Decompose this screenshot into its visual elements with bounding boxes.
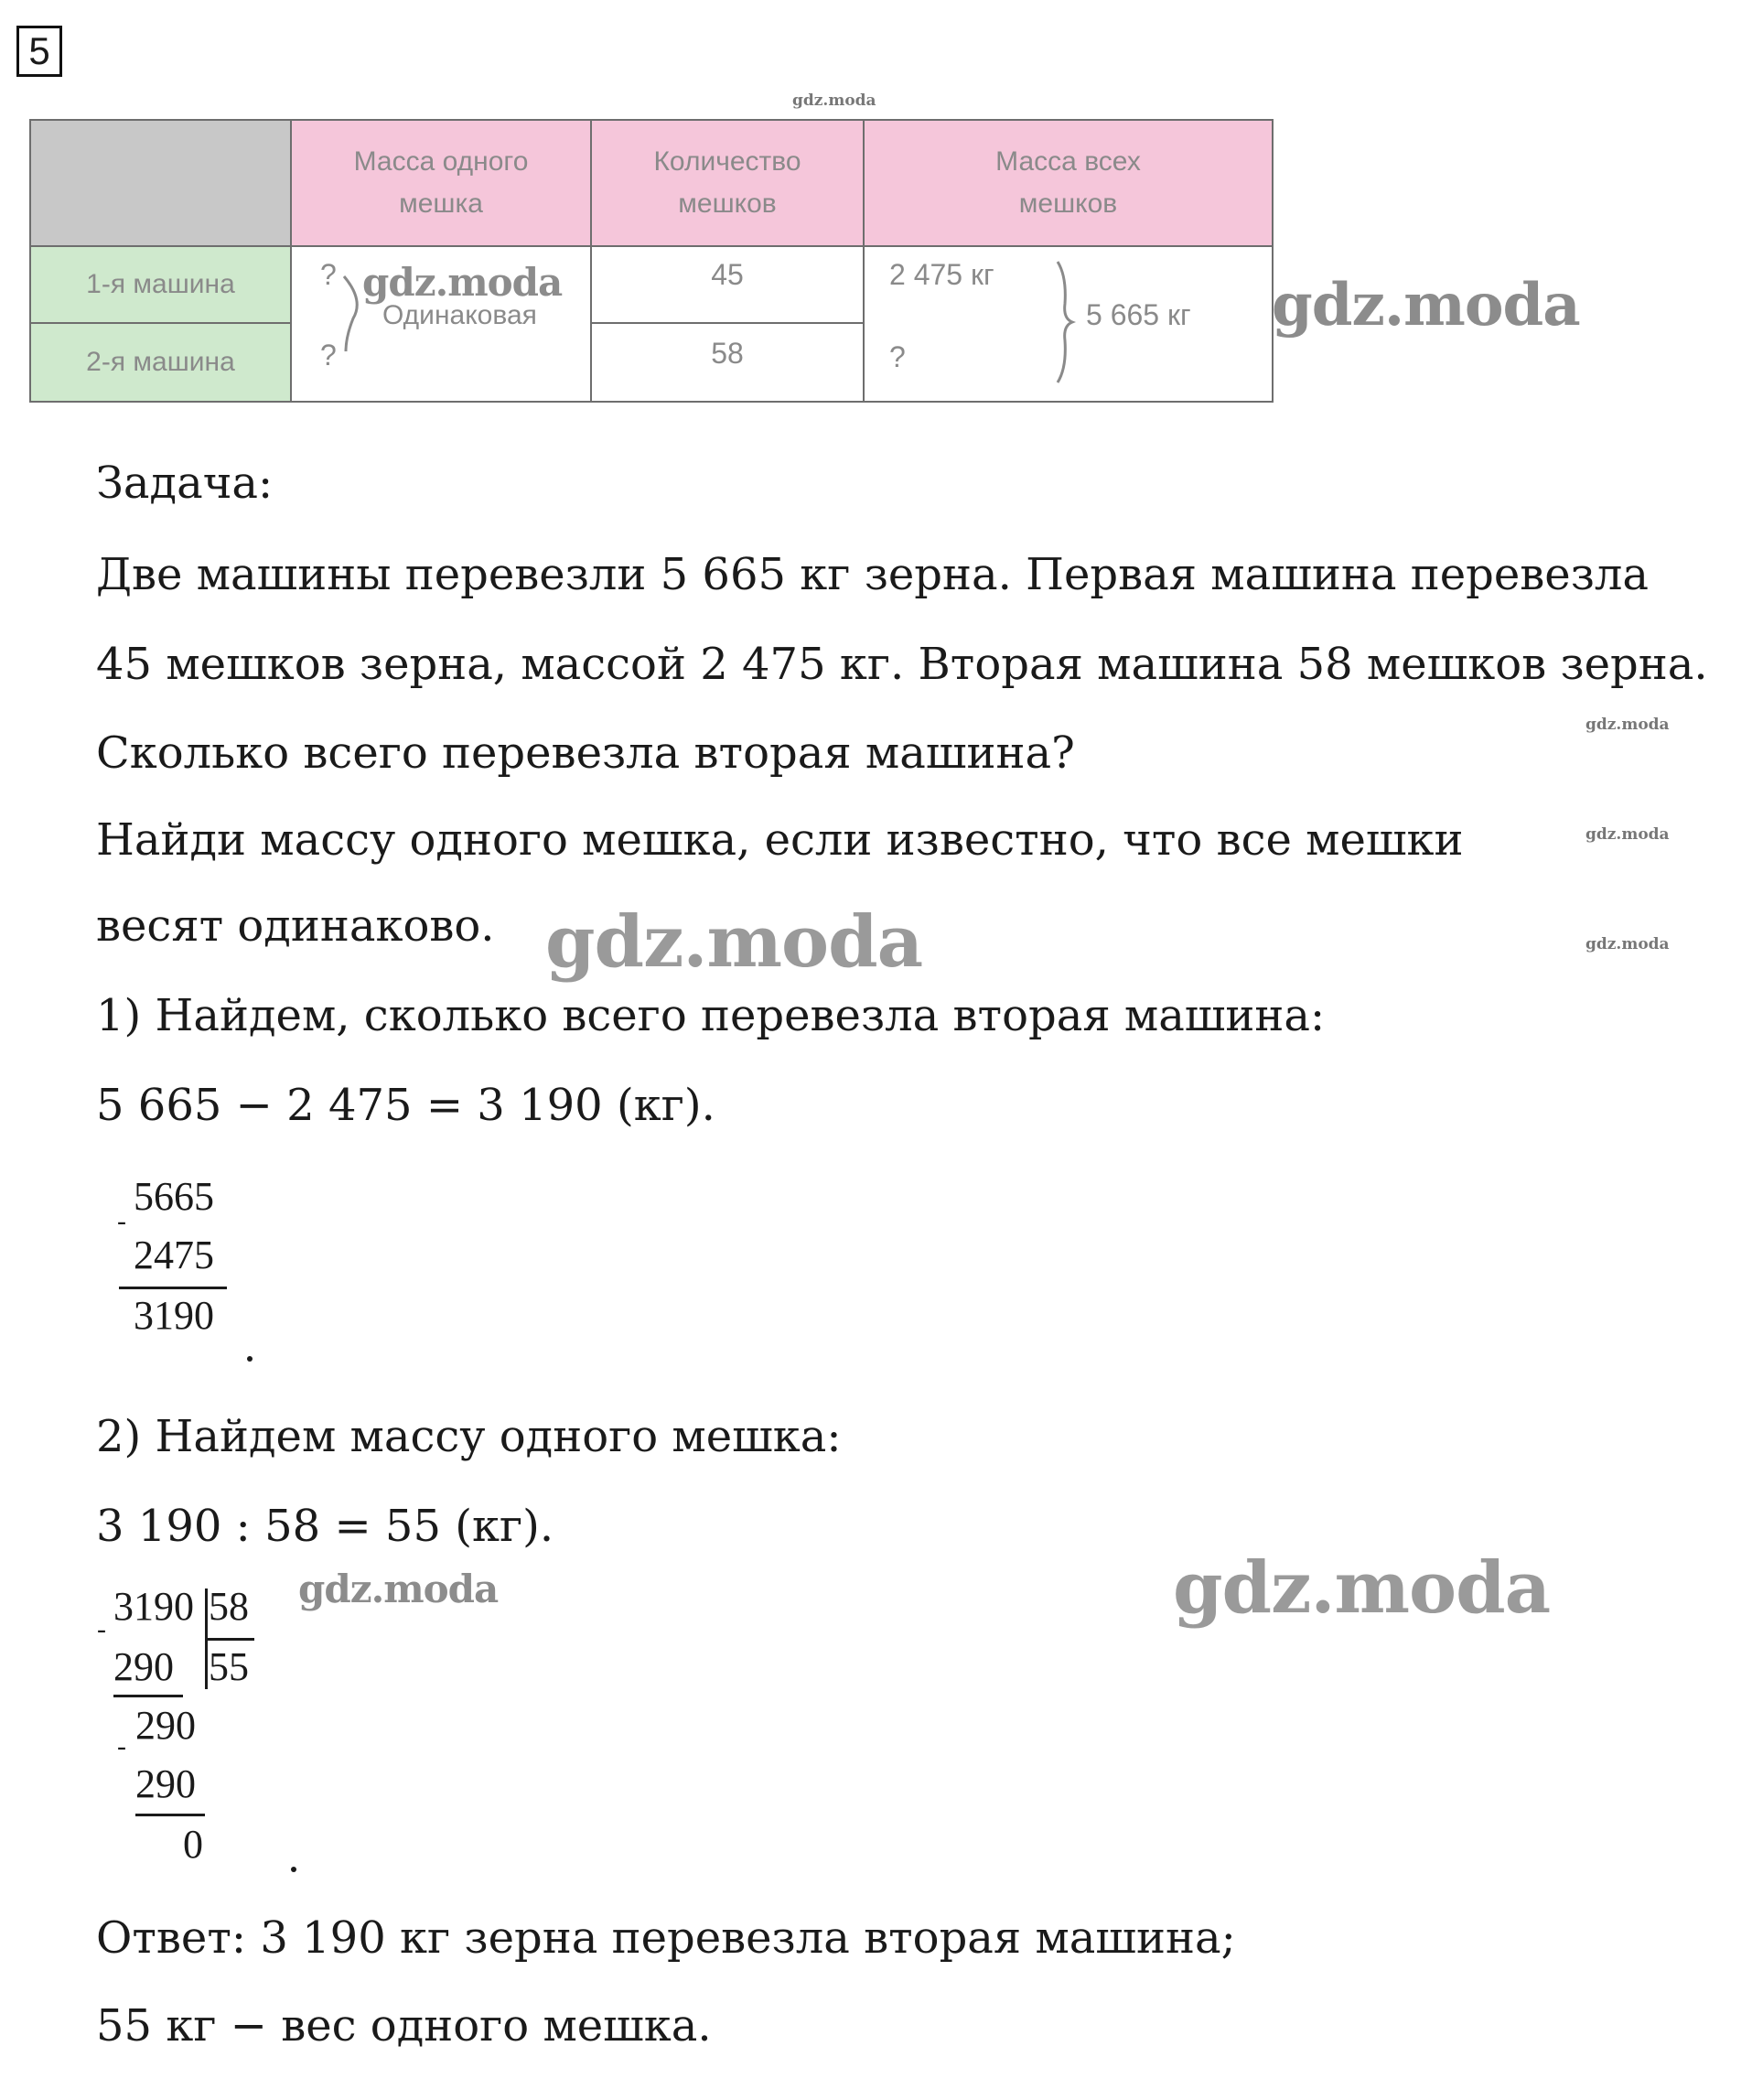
mass-one-car-1: ? [320, 258, 337, 291]
sub-minuend: 5665 [134, 1174, 214, 1219]
data-table [29, 119, 1274, 403]
task-line-4: Найди массу одного мешка, если известно, что все мешки [96, 814, 1464, 866]
dot [291, 1867, 296, 1872]
watermark: gdz.moda [362, 260, 563, 305]
mass-all-car-2: ? [889, 340, 906, 373]
watermark: gdz.moda [1173, 1546, 1551, 1630]
watermark: gdz.moda [545, 900, 923, 984]
div-divisor: 58 [209, 1584, 249, 1629]
answer-line-1: Ответ: 3 190 кг зерна перевезла вторая машина; [96, 1912, 1236, 1964]
sub-minus-sign: - [117, 1206, 126, 1236]
task-line-1: Две машины перевезли 5 665 кг зерна. Первая машина перевезла [96, 549, 1649, 600]
table-corner [29, 119, 292, 247]
task-label: Задача: [96, 458, 274, 509]
step-1-expression: 5 665 − 2 475 = 3 190 (кг). [96, 1080, 715, 1131]
watermark: gdz.moda [1272, 271, 1580, 339]
task-number: 5 [16, 26, 62, 77]
step-2-expression: 3 190 : 58 = 55 (кг). [96, 1501, 554, 1552]
div-step-2-rem: 290 [135, 1703, 196, 1748]
row-label-car-1: 1-я машина [29, 245, 292, 324]
watermark: gdz.moda [792, 92, 876, 110]
sub-line [119, 1287, 227, 1289]
watermark: gdz.moda [1585, 825, 1670, 844]
count-car-2: 58 [711, 337, 744, 370]
sub-result: 3190 [134, 1293, 214, 1338]
watermark: gdz.moda [1585, 716, 1670, 734]
dot [247, 1356, 253, 1362]
div-remainder: 0 [183, 1822, 203, 1867]
div-divisor-line [205, 1638, 254, 1641]
step-2-title: 2) Найдем массу одного мешка: [96, 1411, 842, 1462]
header-count: Количество мешков [590, 119, 865, 247]
total-brace-icon [1052, 258, 1080, 386]
div-quotient: 55 [209, 1644, 249, 1689]
same-note: Одинаковая [382, 300, 537, 330]
row-label-car-2: 2-я машина [29, 322, 292, 403]
div-dividend: 3190 [113, 1584, 194, 1629]
header-mass-one: Масса одного мешка [290, 119, 592, 247]
div-step-1-sub: 290 [113, 1644, 174, 1689]
header-mass-all: Масса всех мешков [863, 119, 1274, 247]
task-line-5: весят одинаково. [96, 900, 495, 952]
count-car-1: 45 [711, 258, 744, 291]
sub-subtrahend: 2475 [134, 1233, 214, 1277]
answer-line-2: 55 кг − вес одного мешка. [96, 2000, 712, 2052]
mass-all-car-1: 2 475 кг [889, 258, 994, 291]
div-line-2 [135, 1814, 205, 1816]
task-line-3: Сколько всего перевезла вторая машина? [96, 727, 1075, 779]
watermark: gdz.moda [298, 1567, 499, 1611]
div-step-2-sub: 290 [135, 1761, 196, 1806]
watermark: gdz.moda [1585, 935, 1670, 953]
div-line-1 [113, 1695, 183, 1697]
step-1-title: 1) Найдем, сколько всего перевезла вторая машина: [96, 990, 1326, 1041]
mass-one-car-2: ? [320, 339, 337, 372]
div-minus-2: - [117, 1731, 126, 1761]
div-minus-1: - [97, 1614, 106, 1644]
total-mass: 5 665 кг [1086, 298, 1191, 331]
task-line-2: 45 мешков зерна, массой 2 475 кг. Вторая машина 58 мешков зерна. [96, 639, 1708, 690]
